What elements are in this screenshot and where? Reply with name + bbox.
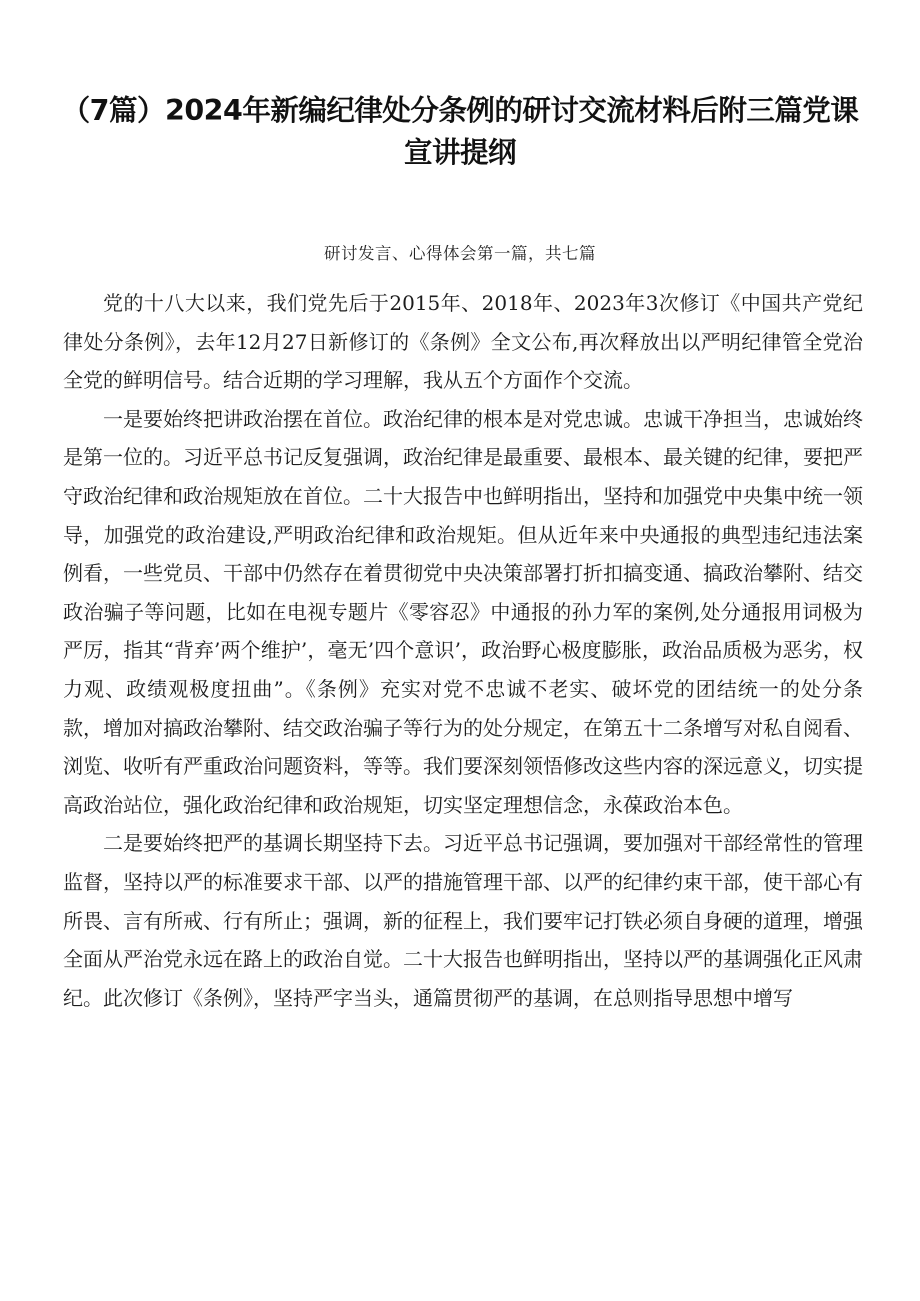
section-subtitle: 研讨发言、心得体会第一篇，共七篇: [324, 244, 596, 263]
document-title: [40, 90, 880, 174]
title-line-2: 宣讲提纲: [403, 136, 516, 169]
paragraph-point-two: 二是要始终把严的基调长期坚持下去。习近平总书记强调，要加强对干部经常性的管理监督，坚持以严的标准要求干部、以严的措施管理干部、以严的纪律约束干部，使干部心有所畏、言有所戒、行有所止；强调，新的征程上，我们要牢记打铁必须自身硬的道理，增强全面从严治党永远在路上的政治自觉。二十大报告也鲜明指出，坚持以严的基调强化正风肃纪。此次修订《条例》，坚持严字当头，通篇贯彻严的基调，在总则指导思想中增写: [63, 831, 863, 1010]
paragraph-intro: 党的十八大以来，我们党先后于2015年、2018年、2023年3次修订《中国共产党纪律处分条例》，去年12月27日新修订的《条例》全文公布,再次释放出以严明纪律管全党治全党的鲜明信号。结合近期的学习理解，我从五个方面作个交流。: [63, 291, 863, 393]
document-body: [63, 284, 863, 1017]
paragraph-point-one: 一是要始终把讲政治摆在首位。政治纪律的根本是对党忠诚。忠诚干净担当，忠诚始终是第一位的。习近平总书记反复强调，政治纪律是最重要、最根本、最关键的纪律，要把严守政治纪律和政治规矩放在首位。二十大报告中也鲜明指出，坚持和加强党中央集中统一领导，加强党的政治建设,严明政治纪律和政治规矩。但从近年来中央通报的典型违纪违法案例看，一些党员、干部中仍然存在着贯彻党中央决策部署打折扣搞变通、搞政治攀附、结交政治骗子等问题，比如在电视专题片《零容忍》中通报的孙力军的案例,处分通报用词极为严厉，指其“背弃’两个维护’，毫无’四个意识’，政治野心极度膨胀，政治品质极为恶劣，权力观、政绩观极度扭曲”。《条例》充实对党不忠诚不老实、破坏党的团结统一的处分条款，增加对搞政治攀附、结交政治骗子等行为的处分规定，在第五十二条增写对私自阅看、浏览、收听有严重政治问题资料，等等。我们要深刻领悟修改这些内容的深远意义，切实提高政治站位，强化政治纪律和政治规矩，切实坚定理想信念，永葆政治本色。: [63, 406, 863, 817]
title-line-1: （7篇）2024年新编纪律处分条例的研讨交流材料后附三篇党课: [61, 94, 859, 127]
